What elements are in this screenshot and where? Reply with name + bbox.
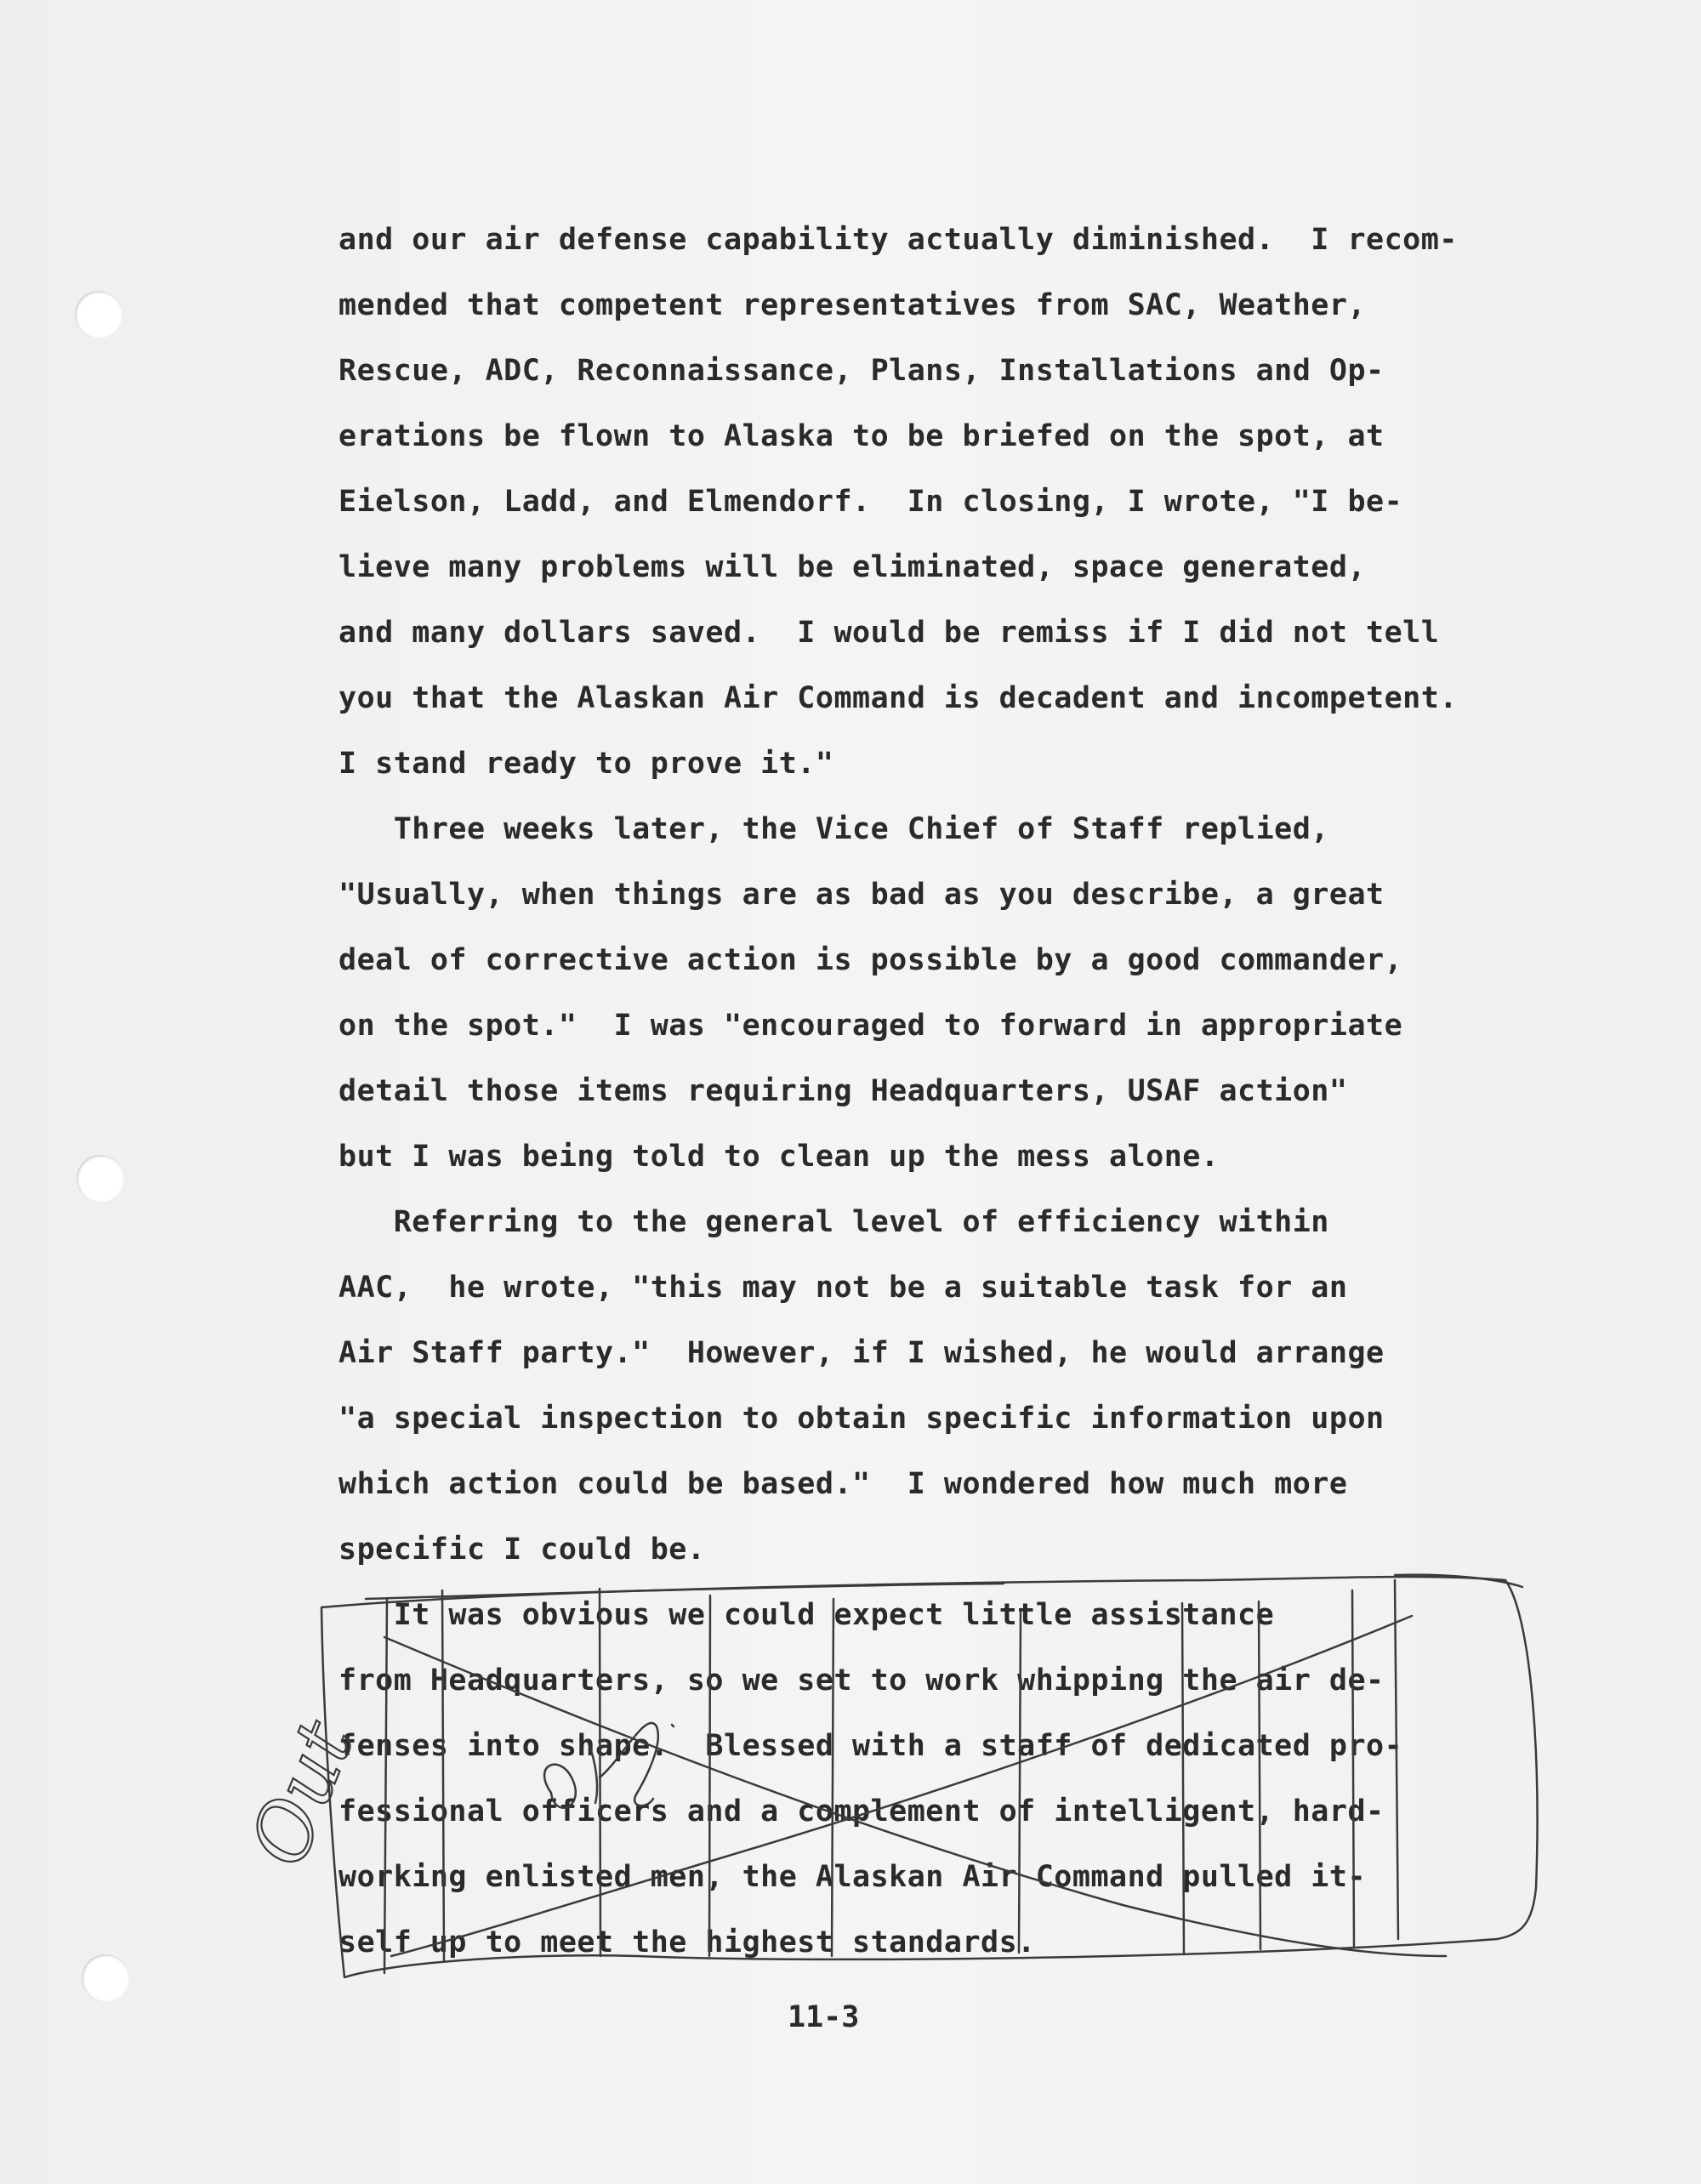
text-line: Referring to the general level of efficiency within: [338, 1205, 1329, 1239]
text-line: fenses into shape. Blessed with a staff of dedicated pro-: [338, 1729, 1403, 1763]
text-line: "a special inspection to obtain specific information upon: [338, 1402, 1385, 1436]
text-line: It was obvious we could expect little assistance: [338, 1598, 1275, 1632]
handwritten-note: Out: [232, 1709, 372, 1879]
text-line: mended that competent representatives from SAC, Weather,: [338, 288, 1367, 322]
text-line: Air Staff party." However, if I wished, he would arrange: [338, 1336, 1385, 1370]
text-line: fessional officers and a complement of intelligent, hard-: [338, 1794, 1385, 1829]
text-line: from Headquarters, so we set to work whipping the air de-: [338, 1664, 1385, 1698]
text-line: and many dollars saved. I would be remiss if I did not tell: [338, 616, 1440, 650]
text-line: deal of corrective action is possible by a good commander,: [338, 943, 1403, 977]
text-line: "Usually, when things are as bad as you describe, a great: [338, 878, 1385, 912]
text-line: specific I could be.: [338, 1533, 706, 1567]
text-line: Three weeks later, the Vice Chief of Staff replied,: [338, 812, 1329, 846]
text-line: Eielson, Ladd, and Elmendorf. In closing, I wrote, "I be-: [338, 485, 1403, 519]
text-line: Rescue, ADC, Reconnaissance, Plans, Installations and Op-: [338, 354, 1385, 388]
text-line: erations be flown to Alaska to be briefed on the spot, at: [338, 419, 1385, 453]
text-line: detail those items requiring Headquarters, USAF action": [338, 1074, 1348, 1108]
page-number: 11-3: [788, 2000, 860, 2034]
text-line: working enlisted men, the Alaskan Air Command pulled it-: [338, 1860, 1367, 1894]
text-line: you that the Alaskan Air Command is decadent and incompetent.: [338, 681, 1458, 715]
text-line: I stand ready to prove it.": [338, 747, 834, 781]
text-line: but I was being told to clean up the mess alone.: [338, 1140, 1220, 1174]
text-line: lieve many problems will be eliminated, space generated,: [338, 550, 1367, 584]
text-line: which action could be based." I wondered how much more: [338, 1467, 1348, 1501]
text-line: and our air defense capability actually diminished. I recom-: [338, 223, 1458, 257]
text-line: on the spot." I was "encouraged to forward in appropriate: [338, 1009, 1403, 1043]
text-line: self up to meet the highest standards.: [338, 1925, 1036, 1959]
text-line: AAC, he wrote, "this may not be a suitable task for an: [338, 1271, 1348, 1305]
